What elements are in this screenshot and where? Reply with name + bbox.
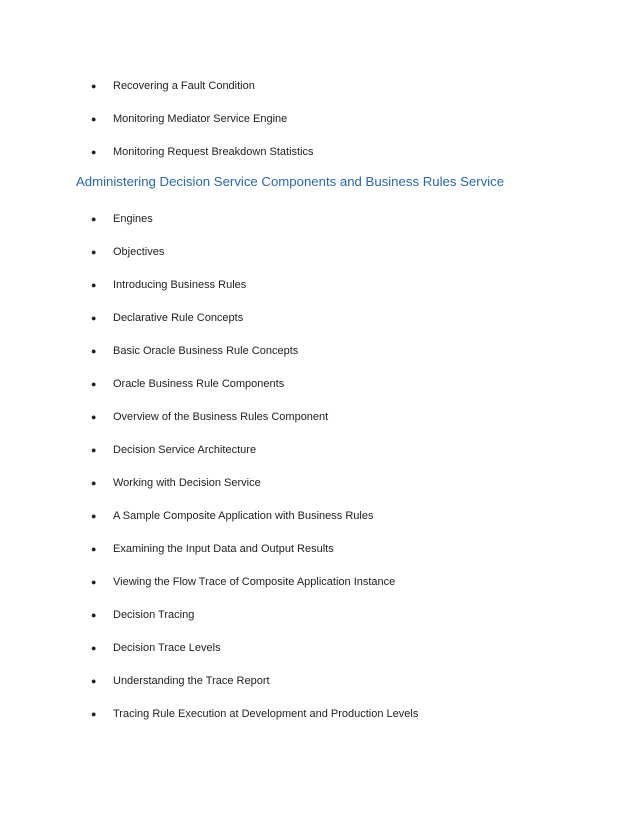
list-item (0, 245, 638, 278)
list-item (0, 476, 638, 509)
list-item-text: Engines (113, 213, 153, 225)
list-item-text: Basic Oracle Business Rule Concepts (113, 345, 299, 357)
bullet-icon: ● (91, 247, 97, 257)
list-item-text: A Sample Composite Application with Business Rules (113, 510, 374, 522)
bullet-icon: ● (91, 511, 97, 521)
list-item (0, 641, 638, 674)
list-item-text: Objectives (113, 246, 165, 258)
list-item-text: Decision Tracing (113, 609, 195, 621)
list-item (0, 112, 638, 145)
bullet-icon: ● (91, 280, 97, 290)
list-item (0, 410, 638, 443)
list-item (0, 608, 638, 641)
list-item-text: Monitoring Mediator Service Engine (113, 113, 288, 125)
bullet-icon: ● (91, 81, 97, 91)
bullet-icon: ● (91, 214, 97, 224)
list-item (0, 377, 638, 410)
bullet-icon: ● (91, 676, 97, 686)
list-item (0, 344, 638, 377)
bullet-icon: ● (91, 709, 97, 719)
list-item-text: Monitoring Request Breakdown Statistics (113, 146, 314, 158)
list-item-text: Decision Service Architecture (113, 444, 257, 456)
list-item-text: Recovering a Fault Condition (113, 80, 255, 92)
list-item (0, 575, 638, 608)
bullet-list-top (0, 79, 638, 178)
bullet-icon: ● (91, 412, 97, 422)
list-item-text: Working with Decision Service (113, 477, 261, 489)
list-item (0, 542, 638, 575)
list-item (0, 509, 638, 542)
bullet-icon: ● (91, 445, 97, 455)
bullet-icon: ● (91, 643, 97, 653)
list-item-text: Understanding the Trace Report (113, 675, 270, 687)
list-item-text: Decision Trace Levels (113, 642, 221, 654)
list-item (0, 674, 638, 707)
bullet-icon: ● (91, 544, 97, 554)
list-item-text: Examining the Input Data and Output Results (113, 543, 334, 555)
list-item (0, 278, 638, 311)
bullet-icon: ● (91, 478, 97, 488)
bullet-icon: ● (91, 114, 97, 124)
list-item (0, 311, 638, 344)
bullet-list-section (0, 212, 638, 740)
list-item-text: Declarative Rule Concepts (113, 312, 244, 324)
list-item (0, 707, 638, 740)
list-item-text: Tracing Rule Execution at Development and Production Levels (113, 708, 419, 720)
list-item-text: Introducing Business Rules (113, 279, 247, 291)
list-item-text: Overview of the Business Rules Component (113, 411, 329, 423)
bullet-icon: ● (91, 610, 97, 620)
list-item (0, 443, 638, 476)
bullet-icon: ● (91, 147, 97, 157)
bullet-icon: ● (91, 577, 97, 587)
list-item-text: Viewing the Flow Trace of Composite Application Instance (113, 576, 396, 588)
section-heading: Administering Decision Service Components and Business Rules Service (76, 174, 505, 189)
bullet-icon: ● (91, 313, 97, 323)
bullet-icon: ● (91, 346, 97, 356)
list-item (0, 79, 638, 112)
list-item-text: Oracle Business Rule Components (113, 378, 285, 390)
bullet-icon: ● (91, 379, 97, 389)
list-item (0, 212, 638, 245)
